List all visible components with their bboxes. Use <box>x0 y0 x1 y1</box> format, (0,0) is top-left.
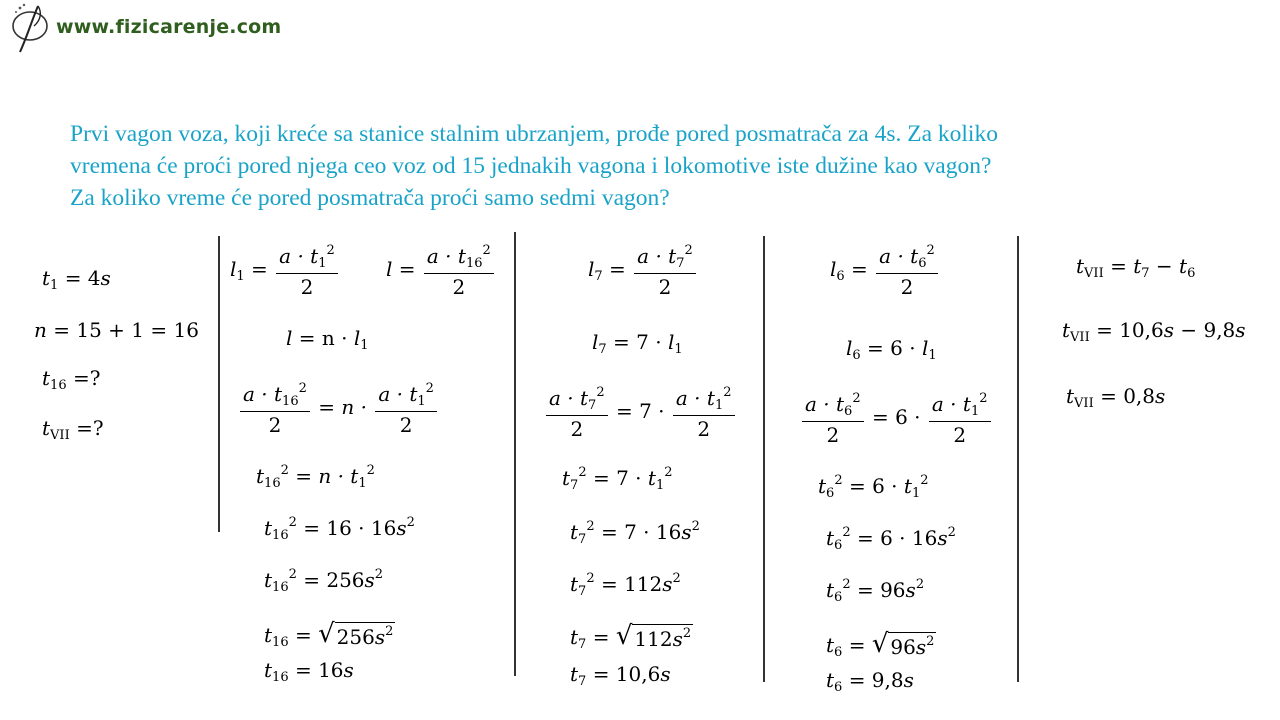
col2-l7-equals: $l_7 = 7 \cdot l_1$ <box>592 330 683 357</box>
site-url[interactable]: www.fizicarenje.com <box>56 16 282 38</box>
given-t16: $t_{16}$ =? <box>42 366 101 393</box>
col1-t16-sq-256: $t_{16}^2 = 256s^2$ <box>264 567 384 595</box>
col3-t6-sqrt: $t_6$ = √ $96s^2$ <box>826 629 935 660</box>
col3-l6-equals: $l_6 = 6 \cdot l_1$ <box>846 336 937 363</box>
col4-tvii-values: $t_{VII} = 10,6s - 9,8s$ <box>1062 318 1246 345</box>
given-t1: $t_1 = 4s$ <box>42 266 111 293</box>
col1-l-equals-n-l1: $l = n \cdot l_1$ <box>286 326 369 353</box>
col3-equation: $\frac{a \cdot t_6^2}{2}$ = 6 · $\frac{a \cdot t_1^2}{2}$ <box>800 392 993 445</box>
col2-result: $t_7 = 10,6s$ <box>570 662 671 689</box>
col1-formula-l: l = $\frac{a \cdot t_{16}^2}{2}$ <box>386 244 496 297</box>
col4-tvii-formula: $t_{VII} = t_7 - t_6$ <box>1076 254 1196 281</box>
col1-t16-sq-16: $t_{16}^2 = 16 \cdot 16s^2$ <box>264 515 415 543</box>
problem-line-1: Prvi vagon voza, koji kreće sa stanice stalnim ubrzanjem, prođe pored posmatrača za 4s. Za koliko <box>70 121 998 147</box>
col2-t7-sqrt: $t_7$ = √ $112s^2$ <box>570 621 692 652</box>
separator-2 <box>514 232 516 676</box>
col2-formula-l7: $l_7$ = $\frac{a \cdot t_7^2}{2}$ <box>588 244 698 297</box>
col2-t7-sq-16: $t_7^2 = 7 \cdot 16s^2$ <box>570 519 700 547</box>
col2-equation: $\frac{a \cdot t_7^2}{2}$ = 7 · $\frac{a \cdot t_1^2}{2}$ <box>544 386 737 439</box>
separator-4 <box>1017 236 1019 682</box>
col1-equation: $\frac{a \cdot t_{16}^2}{2}$ = n · $\frac{a \cdot t_1^2}{2}$ <box>238 382 439 435</box>
col1-result: $t_{16} = 16s$ <box>264 658 354 685</box>
col3-formula-l6: $l_6$ = $\frac{a \cdot t_6^2}{2}$ <box>830 244 940 297</box>
col3-t6-sq-96: $t_6^2 = 96s^2$ <box>826 577 925 605</box>
given-n: n = 15 + 1 = 16 <box>34 318 199 342</box>
given-tvii: $t_{VII}$ =? <box>42 416 104 443</box>
col4-tvii-result: $t_{VII} = 0,8s$ <box>1066 384 1166 411</box>
col1-t16-sqrt: $t_{16}$ = √ $256s^2$ <box>264 619 394 650</box>
col2-t7-sq: $t_7^2 = 7 \cdot t_1^2$ <box>562 465 673 493</box>
problem-line-3: Za koliko vreme će pored posmatrača proći samo sedmi vagon? <box>70 185 670 211</box>
col1-t16-sq-n: $t_{16}^2 = n \cdot t_1^2$ <box>256 463 375 491</box>
separator-3 <box>763 236 765 682</box>
col3-t6-sq: $t_6^2 = 6 \cdot t_1^2$ <box>818 473 929 501</box>
problem-line-2: vremena će proći pored njega ceo voz od 15 jednakih vagona i lokomotive iste dužine kao vagon? <box>70 153 992 179</box>
problem-statement <box>70 118 1190 214</box>
col3-t6-sq-16: $t_6^2 = 6 \cdot 16s^2$ <box>826 525 956 553</box>
col1-formula-l1: $l_1$ = $\frac{a \cdot t_1^2}{2}$ <box>230 244 340 297</box>
feather-pen-icon <box>8 2 52 54</box>
col2-t7-sq-112: $t_7^2 = 112s^2$ <box>570 571 681 599</box>
site-logo <box>8 2 52 54</box>
col3-result: $t_6 = 9,8s$ <box>826 668 914 695</box>
separator-1 <box>218 236 220 532</box>
